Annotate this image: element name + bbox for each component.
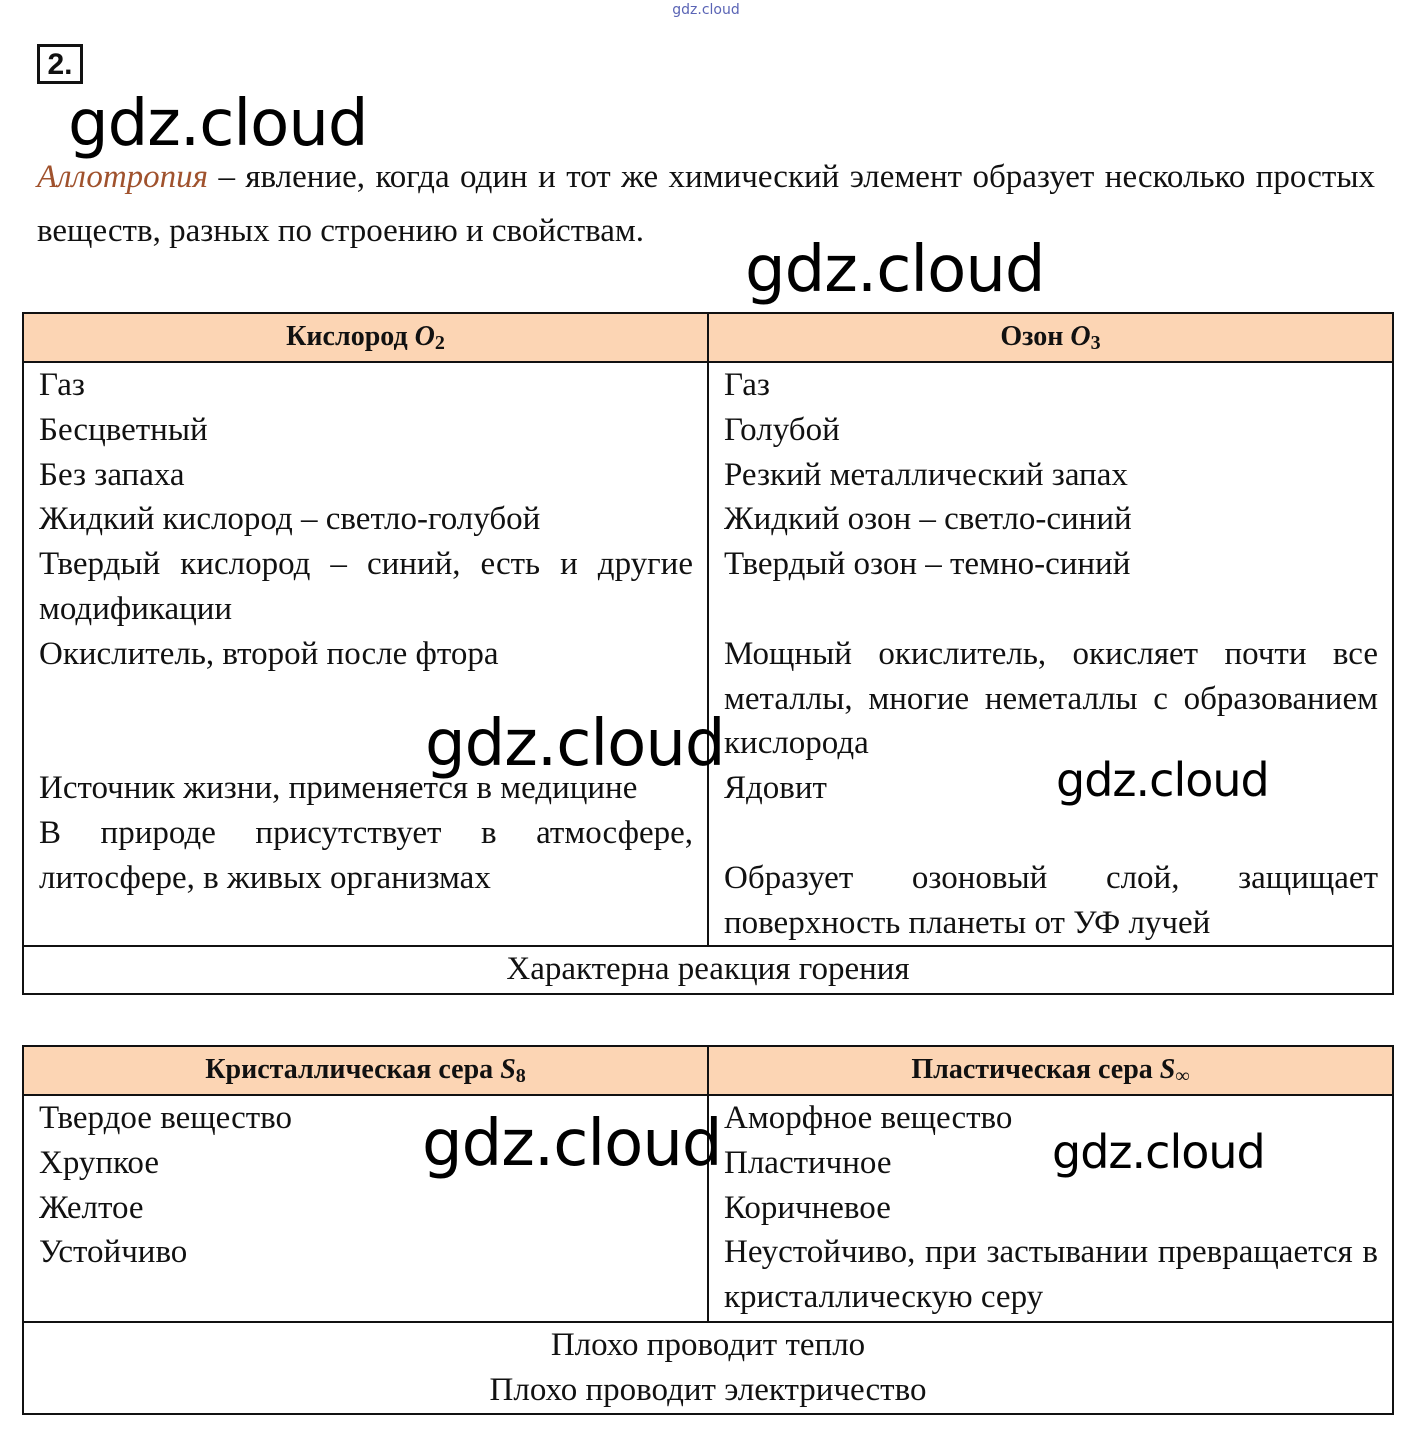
list-item: Окислитель, второй после фтора [39,635,499,672]
watermark: gdz.cloud [422,1107,722,1181]
list-item: Мощный окислитель, окисляет почти все металлы, многие неметаллы с образованием кислорода [724,635,1378,762]
list-item: Твердое вещество [39,1100,293,1136]
table-header-row [23,313,1393,362]
list-item: Твердый кислород – синий, есть и другие модификации [39,546,693,627]
common-property-cell: Плохо проводит тепло Плохо проводит электричество [23,1322,1393,1414]
list-item: Хрупкое [39,1144,159,1181]
watermark: gdz.cloud [68,87,368,161]
definition-text: – явление, когда один и тот же химический элемент образует несколько простых веществ, разных по строению и свойствам. [37,159,1375,249]
table-footer-row [23,946,1393,994]
list-item: Ядовит [724,770,827,807]
list-item: Пластичное [724,1144,892,1181]
task-number: 2. [37,44,83,84]
list-item: Голубой [724,411,840,448]
list-item: Неустойчиво, при застывании превращается в кристаллическую серу [724,1234,1378,1316]
oxygen-ozone-table [22,312,1394,995]
list-item: Бесцветный [39,411,208,448]
plastic-sulfur-cell [708,1095,1393,1322]
list-item: Газ [39,367,85,403]
sulfur-table [22,1045,1394,1415]
watermark: gdz.cloud [745,233,1045,307]
list-item: Газ [724,367,770,403]
table-header-row [23,1046,1393,1095]
column-header-oxygen: Кислород $O_2$ [23,313,708,362]
list-item: Устойчиво [39,1234,188,1271]
watermark-top: gdz.cloud [672,2,740,18]
definition-term: Аллотропия [37,159,209,195]
list-item: Резкий металлический запах [724,456,1128,493]
list-item: Жидкий озон – светло-синий [724,501,1132,538]
list-item: Твердый озон – темно-синий [724,546,1131,583]
column-header-crystalline-sulfur: Кристаллическая сера $S_8$ [23,1046,708,1095]
list-item: Аморфное вещество [724,1100,1013,1136]
watermark: gdz.cloud [1056,753,1269,807]
list-item: Без запаха [39,456,185,493]
definition-paragraph [37,150,1375,258]
list-item: Жидкий кислород – светло-голубой [39,501,541,538]
column-header-plastic-sulfur: Пластическая сера $S_\infty$ [708,1046,1393,1095]
list-item: В природе присутствует в атмосфере, литосфере, в живых организмах [39,814,693,896]
list-item: Коричневое [724,1189,891,1226]
list-item: Образует озоновый слой, защищает поверхность планеты от УФ лучей [724,859,1378,941]
common-property-cell: Характерна реакция горения [23,946,1393,994]
watermark: gdz.cloud [425,707,725,781]
oxygen-properties-cell [23,362,708,946]
ozone-properties-cell [708,362,1393,946]
list-item: Источник жизни, применяется в медицине [39,770,638,807]
watermark: gdz.cloud [1052,1125,1265,1179]
column-header-ozone: Озон $O_3$ [708,313,1393,362]
table-footer-row [23,1322,1393,1414]
table-row [23,362,1393,946]
list-item: Желтое [39,1189,144,1226]
